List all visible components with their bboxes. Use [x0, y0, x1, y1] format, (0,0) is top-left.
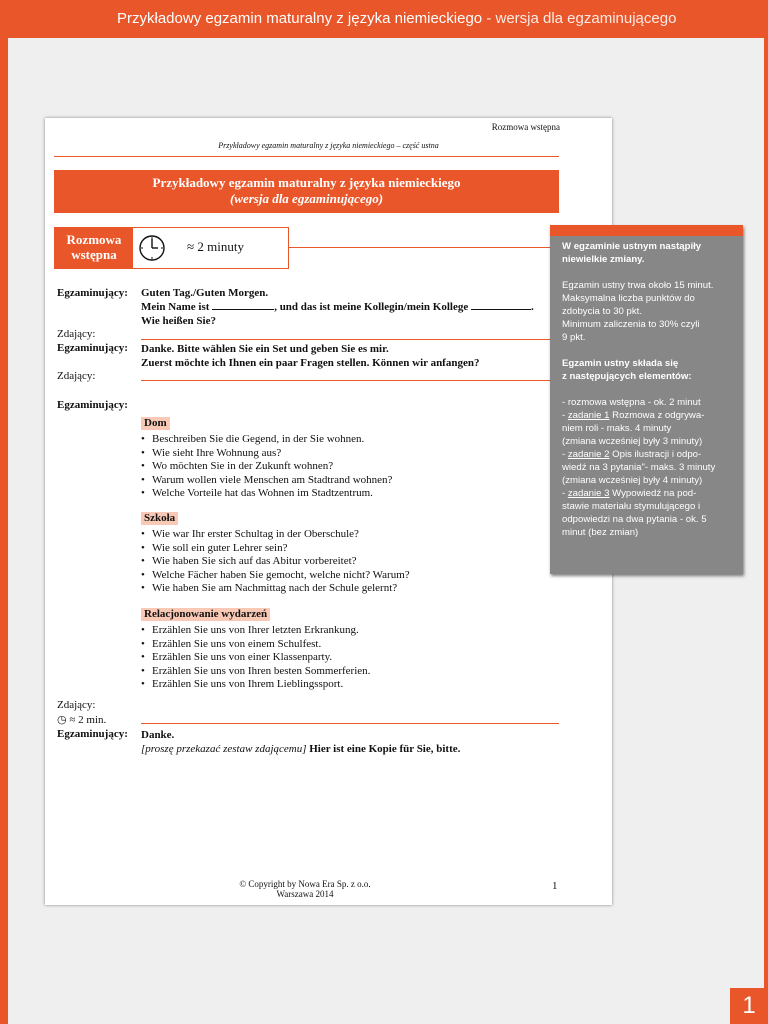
info-line: Wypowiedź na pod- — [609, 488, 697, 499]
info-line: Rozmowa z odgrywa- — [609, 410, 705, 421]
info-line: 9 pkt. — [562, 332, 586, 343]
info-subheading-line: Egzamin ustny składa się — [562, 358, 679, 369]
info-paragraph — [562, 279, 735, 344]
answer-line — [141, 380, 559, 381]
speaker-examiner: Egzaminujący: — [57, 342, 128, 354]
info-line-prefix: - — [562, 449, 568, 460]
info-heading-line: niewielkie zmiany. — [562, 254, 645, 265]
place-year-line: Warszawa 2014 — [276, 889, 334, 899]
info-subheading — [562, 357, 735, 383]
instruction-line: Danke. Bitte wählen Sie ein Set und geben Sie es mir. — [141, 343, 389, 355]
footer-page-number: 1 — [552, 880, 558, 892]
answer-line — [141, 723, 559, 724]
dialogue-text-1 — [141, 286, 534, 328]
info-line-prefix: - — [562, 488, 568, 499]
copyright-line: © Copyright by Nowa Era Sp. z o.o. — [239, 879, 371, 889]
answer-line — [141, 339, 559, 340]
info-line: odpowiedzi na dwa pytania - ok. 5 — [562, 514, 707, 525]
speaker-examinee: Zdający: — [57, 699, 96, 711]
info-line: minut (bez zmian) — [562, 527, 639, 538]
small-clock-icon: ◷ — [57, 714, 67, 726]
task-2-link[interactable]: zadanie 2 — [567, 449, 610, 460]
topic-section-relacjonowanie — [141, 604, 370, 692]
question-item: • Erzählen Sie uns von einem Schulfest. — [141, 638, 370, 652]
copy-text: Hier ist eine Kopie für Sie, bitte. — [306, 743, 461, 755]
colleague-blank — [471, 300, 531, 310]
info-line: (zmiana wcześniej były 3 minuty) — [562, 436, 703, 447]
section-label-line-1: Rozmowa — [66, 232, 122, 247]
exam-elements-list — [562, 396, 735, 539]
question-item: • Wie sieht Ihre Wohnung aus? — [141, 447, 392, 461]
info-heading-line: W egzaminie ustnym nastąpiły — [562, 241, 702, 252]
page-number-badge[interactable]: 1 — [730, 988, 768, 1024]
info-subheading-line: z następujących elementów: — [562, 371, 692, 382]
closing-text — [141, 728, 460, 756]
question-item: • Welche Vorteile hat das Wohnen im Stadtzentrum. — [141, 487, 392, 501]
footer-copyright — [45, 879, 565, 899]
banner-title: Przykładowy egzamin maturalny z języka niemieckiego — [117, 10, 483, 27]
question-item: • Wo möchten Sie in der Zukunft wohnen? — [141, 460, 392, 474]
info-line: Egzamin ustny trwa około 15 minut. — [562, 280, 714, 291]
task-3-link[interactable]: zadanie 3 — [567, 488, 610, 499]
introduction-line — [141, 300, 534, 314]
name-blank — [212, 300, 274, 310]
frame-right-border — [764, 38, 768, 1024]
speaker-examiner: Egzaminujący: — [57, 287, 128, 299]
examinee-time — [57, 713, 106, 726]
info-line-prefix: - — [562, 410, 568, 421]
question-item: • Wie haben Sie sich auf das Abitur vorbereitet? — [141, 555, 410, 569]
document-page — [45, 118, 612, 905]
info-line: wiedź na 3 pytania"- maks. 3 minuty — [562, 462, 716, 473]
question-item: • Wie war Ihr erster Schultag in der Oberschule? — [141, 528, 410, 542]
examinee-time-text: ≈ 2 min. — [69, 714, 107, 726]
info-heading — [562, 240, 735, 266]
speaker-examinee: Zdający: — [57, 370, 96, 382]
section-label-line-2: wstępna — [71, 247, 117, 262]
question-item: • Erzählen Sie uns von Ihrer letzten Erkrankung. — [141, 624, 370, 638]
info-line: zdobycia to 30 pkt. — [562, 306, 642, 317]
task-1-link[interactable]: zadanie 1 — [567, 410, 610, 421]
banner-subtitle: - wersja dla egzaminującego — [482, 10, 677, 27]
handover-instruction: [proszę przekazać zestaw zdającemu] — [141, 743, 307, 755]
intro-part-1: Mein Name ist — [141, 301, 213, 313]
question-item: • Wie soll ein guter Lehrer sein? — [141, 542, 410, 556]
info-line: stawie materiału stymulującego i — [562, 501, 701, 512]
intro-part-2: , und das ist meine Kollegin/mein Kollege — [274, 301, 471, 313]
frame-left-border — [0, 38, 8, 1024]
question-item: • Warum wollen viele Menschen am Stadtrand wohnen? — [141, 474, 392, 488]
question-item: • Erzählen Sie uns von einer Klassenparty. — [141, 651, 370, 665]
section-label — [55, 228, 133, 268]
duration-text: ≈ 2 minuty — [187, 239, 244, 254]
greeting-line: Guten Tag./Guten Morgen. — [141, 287, 269, 299]
info-line: Minimum zaliczenia to 30% czyli — [562, 319, 700, 330]
info-box-accent-bar — [550, 225, 743, 236]
thanks-line: Danke. — [141, 729, 175, 741]
section-title: Relacjonowanie wydarzeń — [141, 608, 270, 621]
title-line-1: Przykładowy egzamin maturalny z języka niemieckiego — [152, 175, 461, 190]
topic-section-dom — [141, 413, 392, 501]
section-title: Dom — [141, 417, 170, 430]
speaker-examinee: Zdający: — [57, 328, 96, 340]
info-line: - rozmowa wstępna - ok. 2 minut — [562, 397, 701, 408]
section-title: Szkoła — [141, 512, 178, 525]
question-item: • Welche Fächer haben Sie gemocht, welche nicht? Warum? — [141, 569, 410, 583]
topic-section-szkola — [141, 508, 410, 596]
title-line-2: (wersja dla egzaminującego) — [229, 191, 384, 206]
info-line: (zmiana wcześniej były 4 minuty) — [562, 475, 703, 486]
speaker-examiner: Egzaminujący: — [57, 399, 128, 411]
question-item: • Beschreiben Sie die Gegend, in der Sie wohnen. — [141, 433, 392, 447]
dialogue-text-2 — [141, 342, 479, 370]
clock-icon — [138, 234, 166, 262]
section-header — [54, 227, 289, 269]
question-item: • Erzählen Sie uns von Ihren besten Sommerferien. — [141, 665, 370, 679]
question-item: • Erzählen Sie uns von Ihrem Lieblingssport. — [141, 678, 370, 692]
start-question-line: Zuerst möchte ich Ihnen ein paar Fragen stellen. Können wir anfangen? — [141, 357, 480, 369]
question-item: • Wie haben Sie am Nachmittag nach der Schule gelernt? — [141, 582, 410, 596]
document-title — [54, 170, 559, 213]
info-box — [550, 225, 743, 574]
name-question: Wie heißen Sie? — [141, 315, 216, 327]
header-section-name: Rozmowa wstępna — [491, 122, 560, 132]
section-header-line — [289, 247, 559, 248]
header-subtitle: Przykładowy egzamin maturalny z języka niemieckiego – część ustna — [218, 141, 439, 150]
speaker-examiner: Egzaminujący: — [57, 728, 128, 740]
info-line: Opis ilustracji i odpo- — [609, 449, 702, 460]
top-banner — [0, 0, 768, 38]
info-line: niem roli - maks. 4 minuty — [562, 423, 672, 434]
header-divider — [54, 156, 559, 157]
info-line: Maksymalna liczba punktów do — [562, 293, 695, 304]
handover-line — [141, 742, 460, 756]
intro-part-3: . — [530, 301, 534, 313]
